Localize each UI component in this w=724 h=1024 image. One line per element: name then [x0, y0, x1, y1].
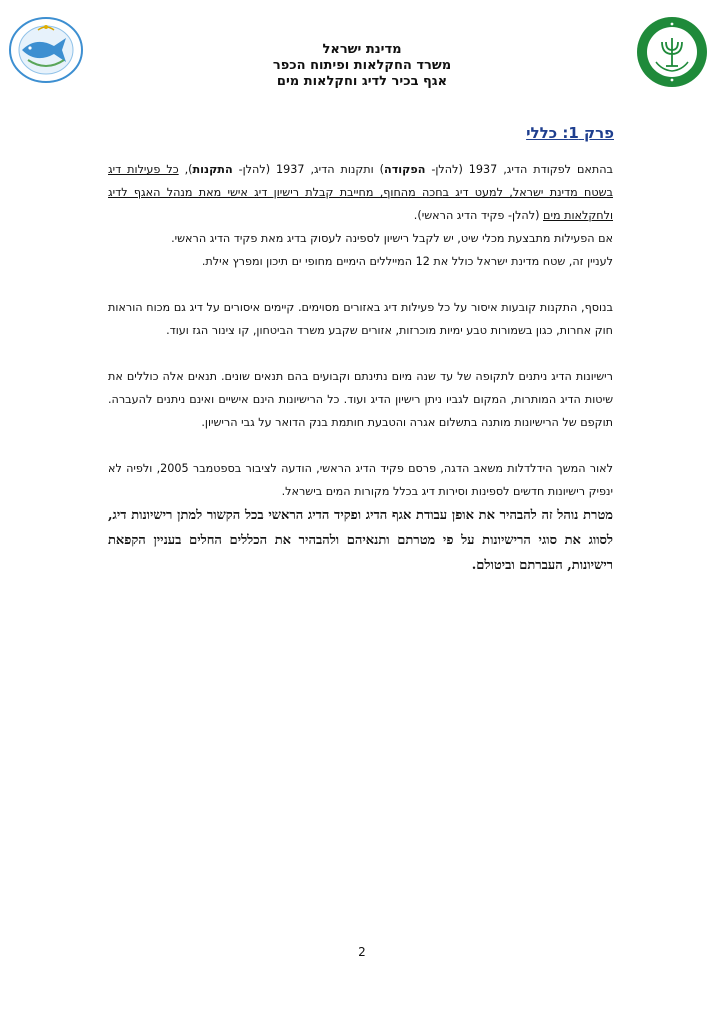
text-segment: ),: [178, 163, 193, 176]
paragraph-prohibitions: בנוסף, התקנות קובעות איסור על כל פעילות דיג באזורים מסוימים. קיימים איסורים על דיג גם מכוח הוראות חוק אחרות, כגון בשמורות טבע ימיות מוכרזות, אזורים שקבע משרד הביטחון, קו צינור הגז ועוד.: [108, 301, 613, 337]
paragraph-vessel-license: אם הפעילות מתבצעת מכלי שיט, יש לקבל רישיון לספינה לעסוק בדיג מאת פקיד הדיג הראשי.: [171, 232, 613, 245]
letterhead: [0, 42, 724, 90]
state-name: מדינת ישראל: [322, 42, 402, 57]
paragraph-legal-basis: [108, 158, 613, 227]
text-segment: בהתאם לפקודת הדיג, 1937 (להלן-: [425, 163, 614, 176]
text-segment: ) ותקנות הדיג, 1937 (להלן-: [232, 163, 385, 176]
defined-term-ordinance: הפקודה: [384, 163, 426, 176]
paragraph-procedure-purpose: מטרת נוהל זה להבהיר את אופן עבודת אגף הדיג ופקיד הדיג הראשי בכל הקשור למתן רישיונות דיג, לסווג את סוגי הרישיונות על פי מטרתם ותנאיהם ולהבהיר את הכללים החלים בעניין הקפאת רישיונות, העברתם וביטולם.: [108, 508, 613, 573]
paragraph-territory: לעניין זה, שטח מדינת ישראל כולל את 12 המייללים הימיים מחופי ים תיכון ומפרץ אילת.: [201, 255, 613, 268]
department-name: אגף בכיר לדיג וחקלאות מים: [276, 74, 448, 89]
page-number: 2: [358, 945, 366, 959]
text-segment: (להלן- פקיד הדיג הראשי).: [413, 209, 544, 222]
chapter-title: פרק 1: כללי: [526, 124, 614, 142]
underlined-requirement: כל פעילות דיג בשטח מדינת ישראל, למעט דיג בחכה מהחוף, מחייבת קבלת רישיון דיג אישי מאת מנהל האגף לדיג ולחקלאות מים: [108, 163, 613, 222]
paragraph-license-terms: רישיונות הדיג ניתנים לתקופה של עד שנה מיום נתינתם וקבועים בהם תנאים שונים. תנאים אלה כוללים את שיטות הדיג המותרות, המקום לגביו ניתן רישיון הדיג ועוד. כל הרישיונות הינם אישיים ואינם ניתנים להעברה. תוקפם של הרישיונות מותנה בתשלום אגרה והטבעת חותמת בנק הדואר על גבי הרישיון.: [108, 370, 613, 429]
ministry-name: משרד החקלאות ופיתוח הכפר: [272, 58, 452, 73]
defined-term-regulations: התקנות: [192, 163, 233, 176]
paragraph-public-notice: לאור המשך הידלדלות משאב הדגה, פרסם פקיד הדיג הראשי, הודעה לציבור בספטמבר 2005, ולפיה לא ינפיק רישיונות חדשים לספינות וסירות דיג בכלל מקורות המים בישראל.: [108, 462, 613, 498]
document-body: [108, 158, 613, 578]
